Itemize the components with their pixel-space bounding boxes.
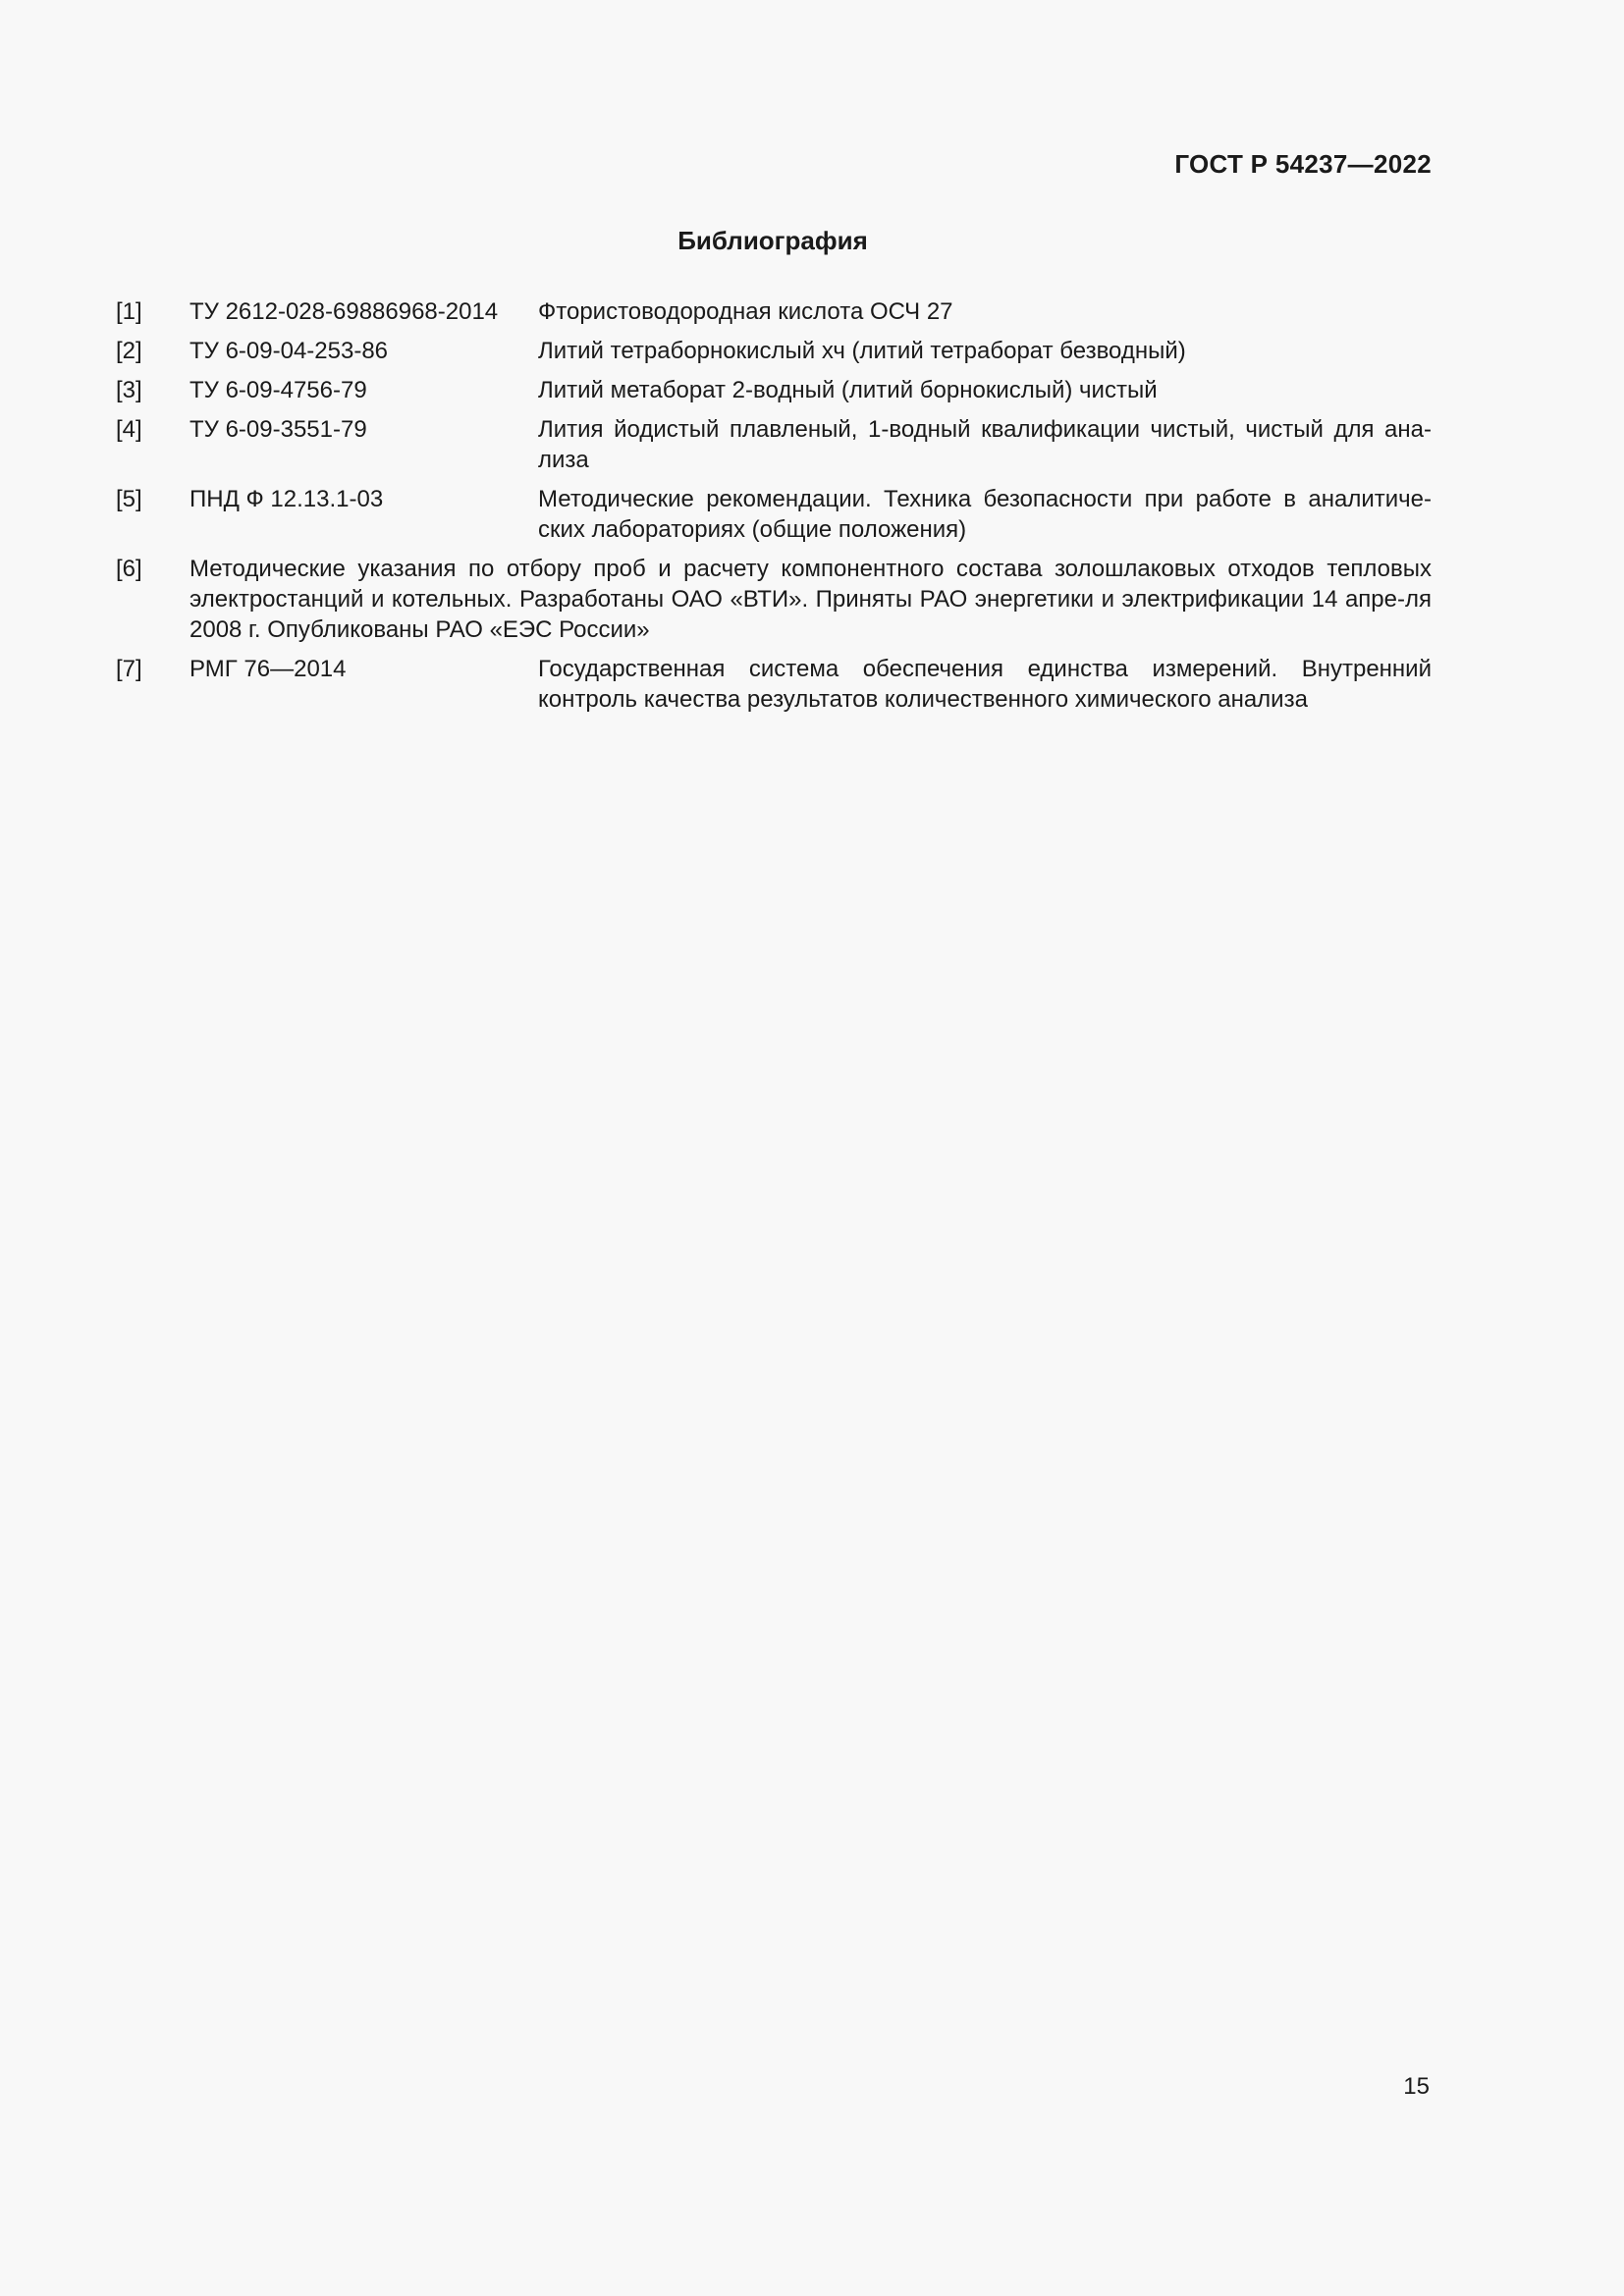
- entry-description: Методические рекомендации. Техника безопасности при работе в аналитиче-ских лабораториях (общие положения): [538, 486, 1432, 543]
- entry-code: ТУ 2612-028-69886968-2014: [189, 298, 499, 325]
- bibliography-entry: [116, 296, 1432, 327]
- entry-number: [7]: [116, 656, 142, 682]
- bibliography-list: [116, 296, 1432, 723]
- bibliography-entry: [116, 554, 1432, 645]
- entry-number: [6]: [116, 556, 142, 582]
- entry-code: РМГ 76—2014: [189, 656, 347, 682]
- entry-number: [3]: [116, 377, 142, 403]
- entry-description: Фтористоводородная кислота ОСЧ 27: [538, 298, 953, 325]
- entry-description: Методические указания по отбору проб и расчету компонентного состава золошлаковых отходов тепловых электростанций и котельных. Разработаны ОАО «ВТИ». Приняты РАО энергетики и электрификации 14 апре-ля 2008 г. Опубликованы РАО «ЕЭС России»: [189, 556, 1432, 643]
- section-title: Библиография: [677, 226, 868, 255]
- page-number: 15: [1403, 2073, 1430, 2100]
- bibliography-entry: [116, 654, 1432, 715]
- bibliography-entry: [116, 375, 1432, 405]
- entry-code: ТУ 6-09-4756-79: [189, 377, 367, 403]
- entry-number: [4]: [116, 416, 142, 443]
- entry-description: Государственная система обеспечения единства измерений. Внутренний контроль качества результатов количественного химического анализа: [538, 656, 1432, 713]
- entry-code: ПНД Ф 12.13.1-03: [189, 486, 384, 512]
- entry-description: Лития йодистый плавленый, 1-водный квалификации чистый, чистый для ана-лиза: [538, 416, 1432, 473]
- entry-code: ТУ 6-09-04-253-86: [189, 338, 389, 364]
- entry-description: Литий тетраборнокислый хч (литий тетраборат безводный): [538, 338, 1186, 364]
- entry-description: Литий метаборат 2-водный (литий борнокислый) чистый: [538, 377, 1158, 403]
- document-id: ГОСТ Р 54237—2022: [1174, 149, 1432, 179]
- entry-code: ТУ 6-09-3551-79: [189, 416, 367, 443]
- bibliography-entry: [116, 414, 1432, 475]
- bibliography-entry: [116, 484, 1432, 545]
- entry-number: [5]: [116, 486, 142, 512]
- bibliography-entry: [116, 336, 1432, 366]
- entry-number: [1]: [116, 298, 142, 325]
- entry-number: [2]: [116, 338, 142, 364]
